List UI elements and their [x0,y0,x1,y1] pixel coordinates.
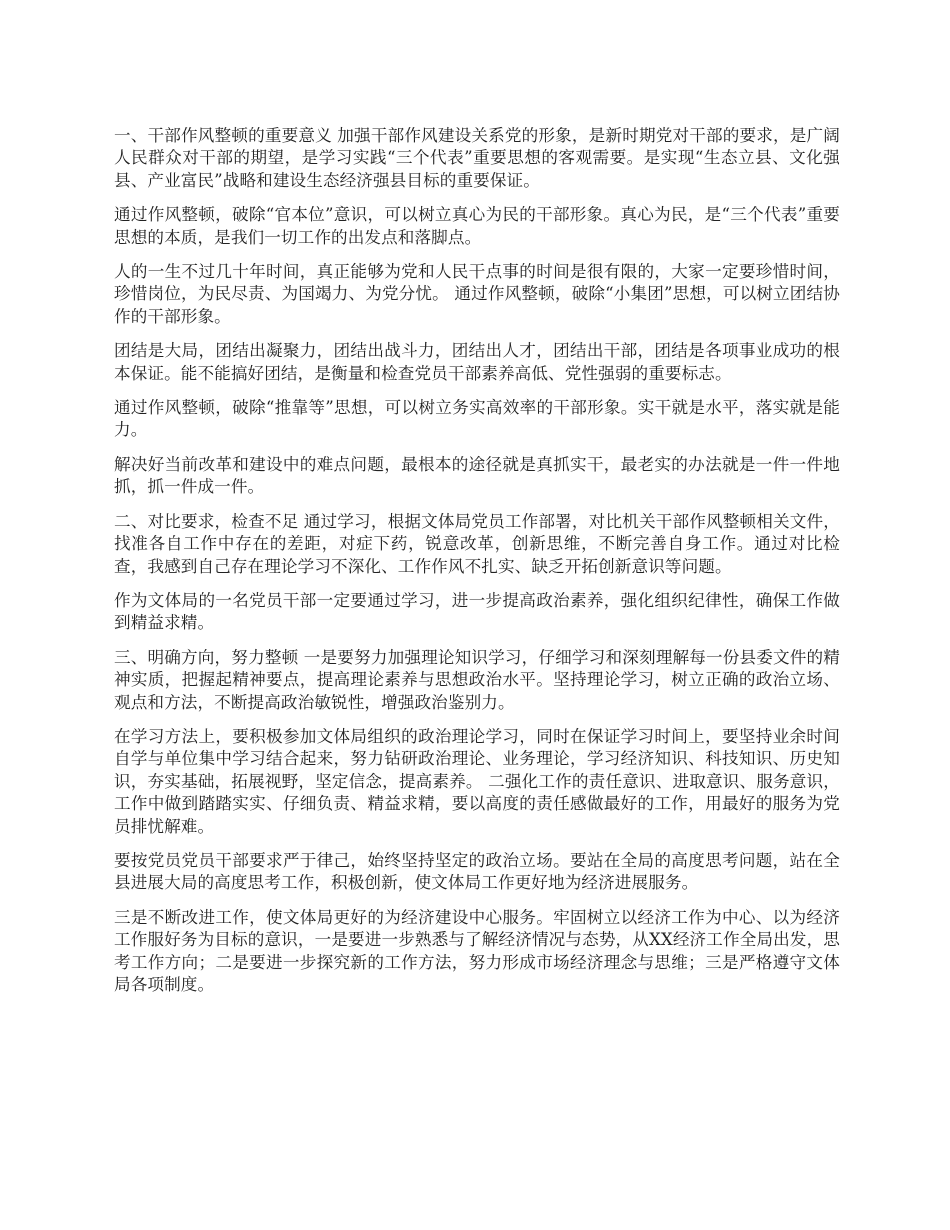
paragraph-improve-quality: 作为文体局的一名党员干部一定要通过学习，进一步提高政治素养，强化组织纪律性，确保工作做到精益求精。 [114,590,840,633]
paragraph-solve-problems: 解决好当前改革和建设中的难点问题，最根本的途径就是真抓实干，最老实的办法就是一件一件地抓，抓一件成一件。 [114,454,840,497]
paragraph-official-mindset: 通过作风整顿，破除“官本位”意识，可以树立真心为民的干部形象。真心为民，是“三个代表”重要思想的本质，是我们一切工作的出发点和落脚点。 [114,205,840,247]
paragraph-cherish-time: 人的一生不过几十年时间，真正能够为党和人民干点事的时间是很有限的，大家一定要珍惜时间，珍惜岗位，为民尽责、为国竭力、为党分忧。 通过作风整顿，破除“小集团”思想，可以树立团结协作的干部形象。 [114,262,840,326]
paragraph-clear-direction: 三、明确方向，努力整顿 一是要努力加强理论知识学习，仔细学习和深刻理解每一份县委文件的精神实质，把握起精神要点，提高理论素养与思想政治水平。坚持理论学习，树立正确的政治立场、观点和方法，不断提高政治敏锐性，增强政治鉴别力。 [114,647,840,712]
paragraph-unity: 团结是大局，团结出凝聚力，团结出战斗力，团结出人才，团结出干部，团结是各项事业成功的根本保证。能不能搞好团结，是衡量和检查党员干部素养高低、党性强弱的重要标志。 [114,341,840,383]
paragraph-self-discipline: 要按党员党员干部要求严于律己，始终坚持坚定的政治立场。要站在全局的高度思考问题，站在全县进展大局的高度思考工作，积极创新，使文体局工作更好地为经济进展服务。 [114,850,840,893]
document-body [114,125,840,1008]
paragraph-pragmatic: 通过作风整顿，破除“推靠等”思想，可以树立务实高效率的干部形象。实干就是水平，落实就是能力。 [114,398,840,440]
paragraph-improve-work: 三是不断改进工作，使文体局更好的为经济建设中心服务。牢固树立以经济工作为中心、以为经济工作服好务为目标的意识，一是要进一步熟悉与了解经济情况与态势，从XX经济工作全局出发，思考工作方向；二是要进一步探究新的工作方法，努力形成市场经济理念与思维；三是严格遵守文体局各项制度。 [114,907,840,994]
paragraph-study-method: 在学习方法上，要积极参加文体局组织的政治理论学习，同时在保证学习时间上，要坚持业余时间自学与单位集中学习结合起来，努力钻研政治理论、业务理论，学习经济知识、科技知识、历史知识，夯实基础，拓展视野，坚定信念，提高素养。 二强化工作的责任意识、进取意识、服务意识，工作中做到踏踏实实、仔细负责、精益求精，要以高度的责任感做最好的工作，用最好的服务为党员排忧解难。 [114,726,840,836]
paragraph-compare-requirements: 二、对比要求，检查不足 通过学习，根据文体局党员工作部署，对比机关干部作风整顿相关文件，找准各自工作中存在的差距，对症下药，锐意改革，创新思维，不断完善自身工作。通过对比检查，我感到自己存在理论学习不深化、工作作风不扎实、缺乏开拓创新意识等问题。 [114,511,840,576]
paragraph-importance: 一、干部作风整顿的重要意义 加强干部作风建设关系党的形象，是新时期党对干部的要求，是广阔人民群众对干部的期望，是学习实践“三个代表”重要思想的客观需要。是实现“生态立县、文化强县、产业富民”战略和建设生态经济强县目标的重要保证。 [114,126,840,190]
